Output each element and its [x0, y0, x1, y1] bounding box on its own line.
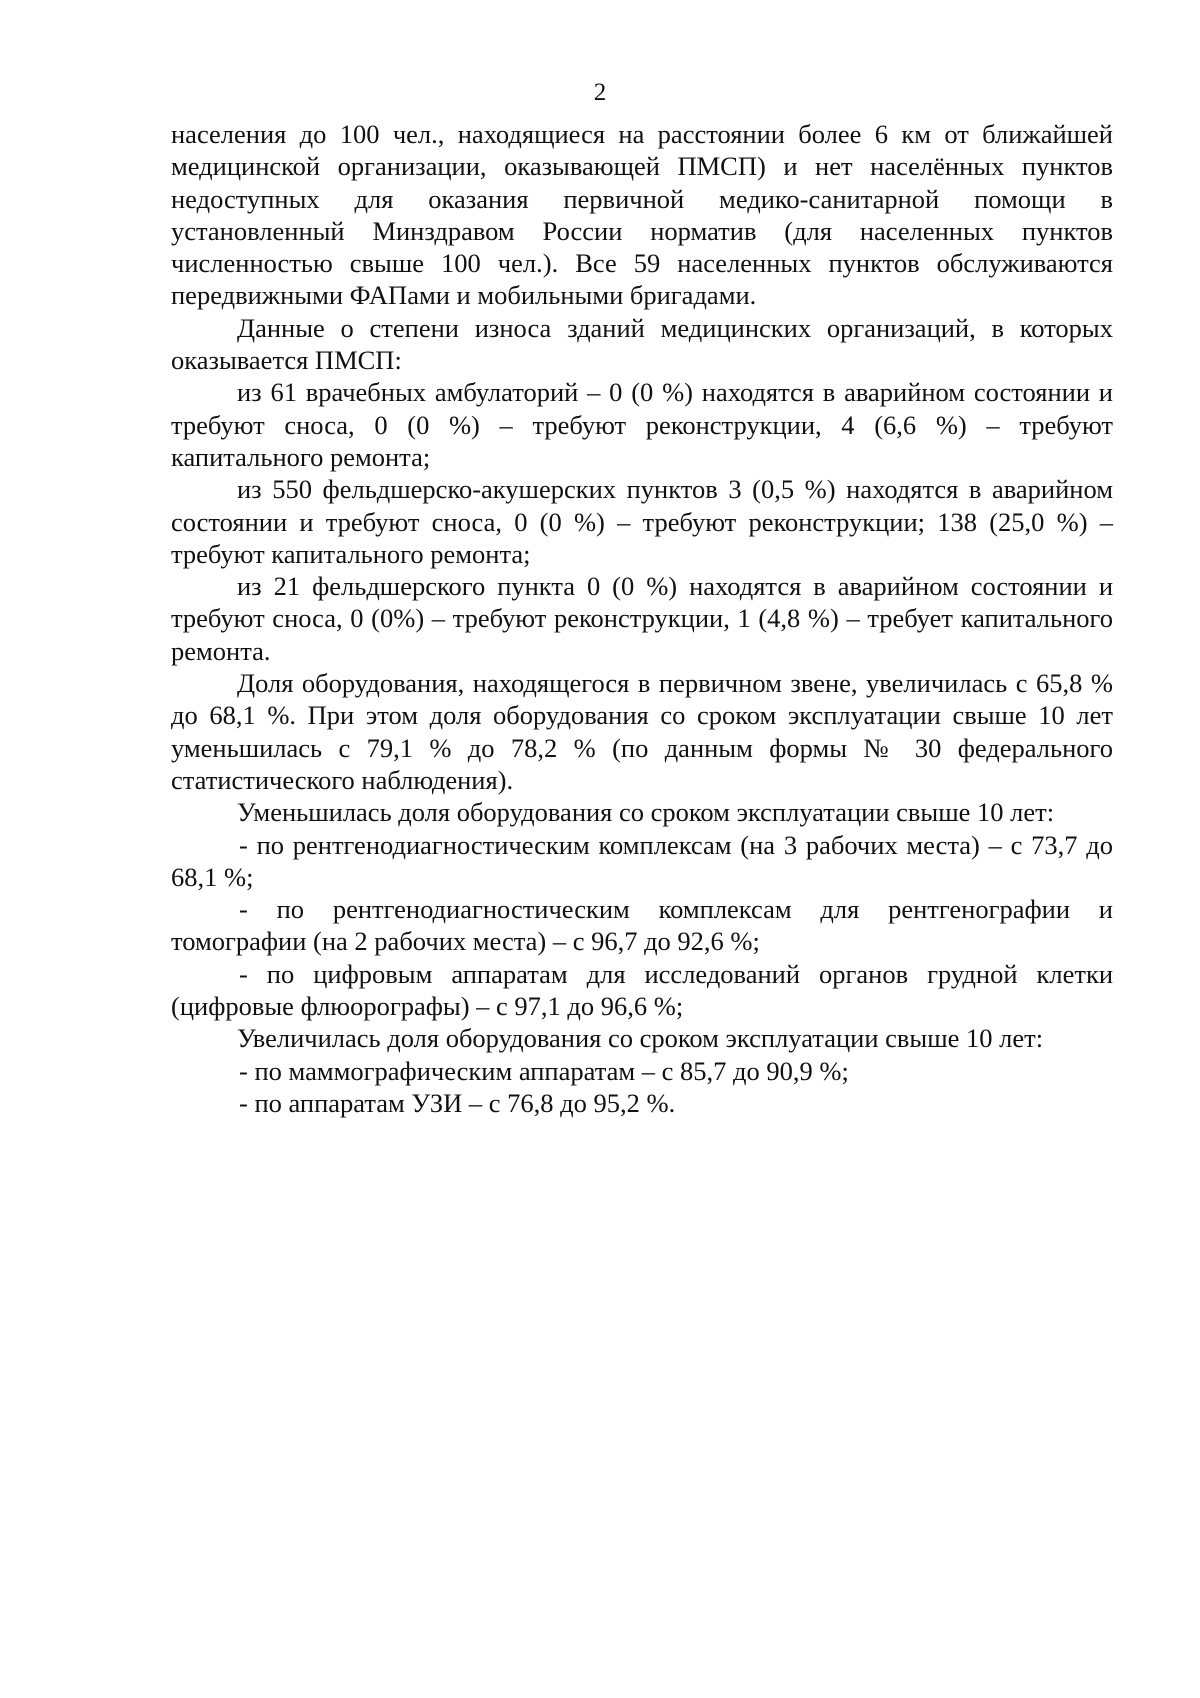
page-number: 2	[593, 79, 607, 106]
list-item-mammography: - по маммографическим аппаратам – с 85,7 до 90,9 %;	[239, 1055, 849, 1086]
list-item-xray-3: - по рентгенодиагностическим комплексам (на 3 рабочих места) – с 73,7 до 68,1 %;	[171, 829, 1113, 892]
paragraph-fap: из 550 фельдшерско-акушерских пунктов 3 (0,5 %) находятся в аварийном состоянии и требуют сноса, 0 (0 %) – требуют реконструкции; 138 (25,0 %) – требуют капитального ремонта;	[171, 474, 1113, 569]
document-body	[171, 118, 1113, 1119]
paragraph-fp: из 21 фельдшерского пункта 0 (0 %) находятся в аварийном состоянии и требуют сноса, 0 (0%) – требуют реконструкции, 1 (4,8 %) – требует капитального ремонта.	[171, 571, 1113, 666]
paragraph-decreased-heading: Уменьшилась доля оборудования со сроком эксплуатации свыше 10 лет:	[237, 797, 1055, 828]
paragraph-ambulatories: из 61 врачебных амбулаторий – 0 (0 %) находятся в аварийном состоянии и требуют сноса, 0 (0 %) – требуют реконструкции, 4 (6,6 %) – требуют капитального ремонта;	[171, 377, 1113, 472]
list-item-xray-2: - по рентгенодиагностическим комплексам для рентгенографии и томографии (на 2 рабочих места) – с 96,7 до 92,6 %;	[171, 894, 1113, 957]
paragraph-increased-heading: Увеличилась доля оборудования со сроком эксплуатации свыше 10 лет:	[237, 1023, 1044, 1054]
paragraph-building-wear-intro: Данные о степени износа зданий медицинских организаций, в которых оказывается ПМСП:	[171, 312, 1113, 376]
paragraph-continuation: населения до 100 чел., находящиеся на расстоянии более 6 км от ближайшей медицинской организации, оказывающей ПМСП) и нет населённых пунктов недоступных для оказания первичной медико-санитарной помощи в установленный Минздравом России норматив (для населенных пунктов численностью свыше 100 чел.). Все 59 населенных пунктов обслуживаются передвижными ФАПами и мобильными бригадами.	[171, 119, 1113, 311]
list-item-ultrasound: - по аппаратам УЗИ – с 76,8 до 95,2 %.	[239, 1087, 676, 1118]
paragraph-equipment-share: Доля оборудования, находящегося в первичном звене, увеличилась с 65,8 % до 68,1 %. При этом доля оборудования со сроком эксплуатации свыше 10 лет уменьшилась с 79,1 % до 78,2 % (по данным формы № 30 федерального статистического наблюдения).	[171, 668, 1113, 795]
list-item-fluorographs: - по цифровым аппаратам для исследований органов грудной клетки (цифровые флюорографы) – с 97,1 до 96,6 %;	[171, 958, 1113, 1022]
